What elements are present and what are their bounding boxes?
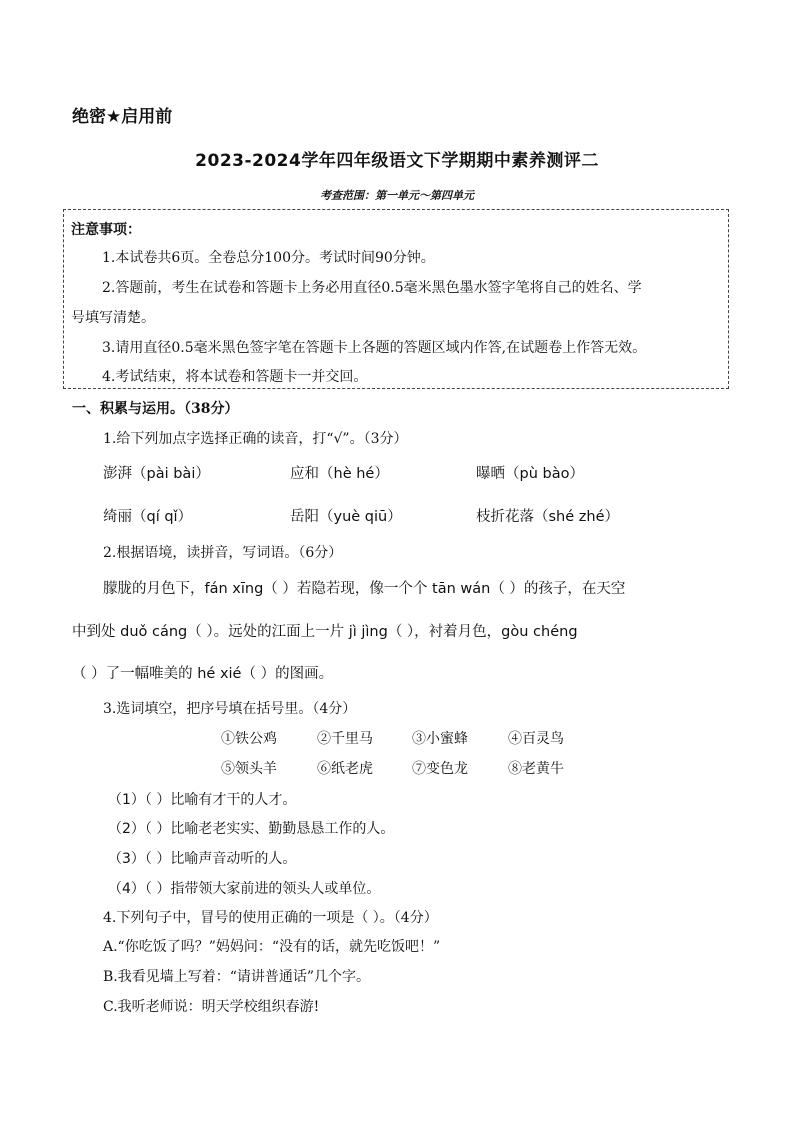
- q4-option-c: C.我听老师说：明天学校组织春游!: [103, 999, 320, 1015]
- q3-option-7: ⑦变色龙: [412, 761, 468, 777]
- confidential-label: 绝密★启用前: [72, 107, 173, 127]
- notice-item-4: 4.考试结束，将本试卷和答题卡一并交回。: [102, 369, 368, 385]
- q3-sub-4: （4）（ ）指带领大家前进的领头人或单位。: [108, 881, 381, 897]
- q2-stem: 2.根据语境，读拼音，写词语。（6分）: [103, 545, 343, 561]
- q4-stem: 4.下列句子中，冒号的使用正确的一项是（ ）。（4分）: [103, 910, 438, 926]
- notice-item-2-cont: 号填写清楚。: [71, 310, 155, 326]
- notice-heading: 注意事项：: [71, 222, 141, 238]
- q1-item-6: 枝折花落（shé zhé）: [476, 509, 619, 525]
- q3-sub-3: （3）（ ）比喻声音动听的人。: [108, 851, 297, 867]
- q1-item-2: 应和（hè hé）: [290, 466, 389, 482]
- notice-item-3: 3.请用直径0.5毫米黑色签字笔在答题卡上各题的答题区域内作答,在试题卷上作答无效。: [102, 340, 647, 356]
- q3-stem: 3.选词填空，把序号填在括号里。（4分）: [103, 701, 357, 717]
- q1-stem: 1.给下列加点字选择正确的读音，打“√”。（3分）: [103, 431, 408, 447]
- q1-item-3: 曝晒（pù bào）: [476, 466, 584, 482]
- exam-scope: 考查范围：第一单元～第四单元: [320, 189, 474, 202]
- q3-option-3: ③小蜜蜂: [412, 731, 468, 747]
- notice-item-1: 1.本试卷共6页。全卷总分100分。考试时间90分钟。: [102, 250, 435, 266]
- exam-title: 2023-2024学年四年级语文下学期期中素养测评二: [195, 151, 599, 171]
- q3-sub-2: （2）（ ）比喻老老实实、勤勤恳恳工作的人。: [108, 821, 395, 837]
- notice-box: [63, 209, 729, 389]
- q2-line-1: 朦胧的月色下，fán xīng（ ）若隐若现，像一个个 tān wán（ ）的孩子，在天空: [103, 581, 626, 597]
- section-1-heading: 一、积累与运用。（38分）: [72, 401, 239, 417]
- q4-option-b: B.我看见墙上写着：“请讲普通话”几个字。: [103, 969, 371, 985]
- q3-option-1: ①铁公鸡: [221, 731, 277, 747]
- q3-option-5: ⑤领头羊: [221, 761, 277, 777]
- q4-option-a: A.“你吃饭了吗？”妈妈问：“没有的话，就先吃饭吧！”: [103, 939, 441, 955]
- q1-item-4: 绮丽（qí qǐ）: [103, 509, 193, 525]
- q1-item-1: 澎湃（pài bài）: [103, 466, 210, 482]
- q1-item-5: 岳阳（yuè qiū）: [290, 509, 402, 525]
- q3-option-8: ⑧老黄牛: [508, 761, 564, 777]
- q3-sub-1: （1）（ ）比喻有才干的人才。: [108, 792, 297, 808]
- q3-option-2: ②千里马: [317, 731, 373, 747]
- q2-line-3: （ ）了一幅唯美的 hé xié（ ）的图画。: [72, 666, 334, 682]
- q3-option-6: ⑥纸老虎: [317, 761, 373, 777]
- q3-option-4: ④百灵鸟: [508, 731, 564, 747]
- q2-line-2: 中到处 duǒ cáng（ ）。远处的江面上一片 jì jìng（ ），衬着月色，gòu chéng: [72, 624, 578, 640]
- notice-item-2: 2.答题前，考生在试卷和答题卡上务必用直径0.5毫米黑色墨水签字笔将自己的姓名、学: [102, 280, 642, 296]
